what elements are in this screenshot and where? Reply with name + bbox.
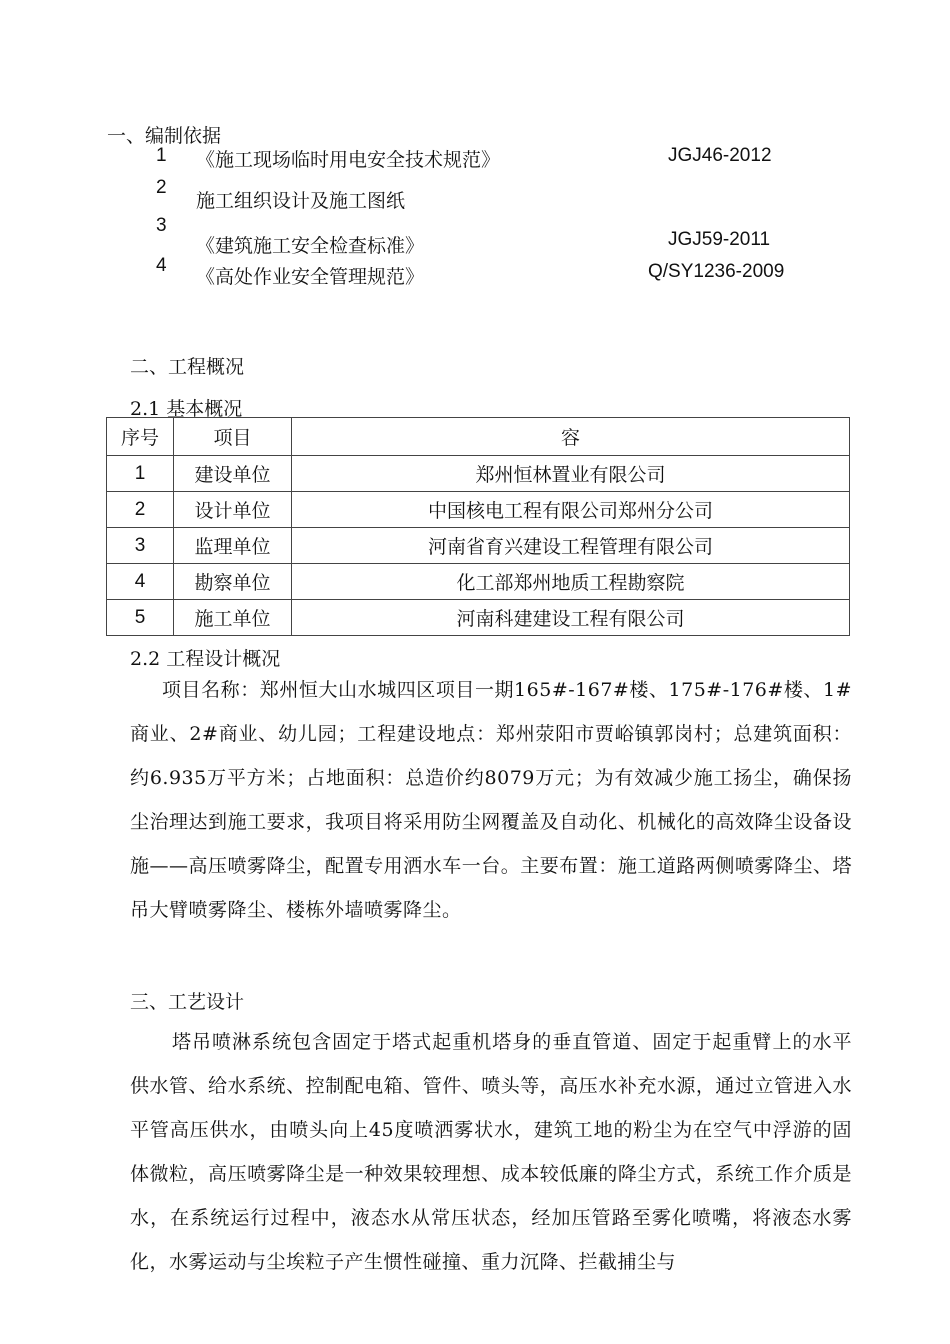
design-overview-text: 项目名称：郑州恒大山水城四区项目一期165#-167#楼、175#-176#楼、1#商业、2#商业、幼儿园；工程建设地点：郑州荥阳市贾峪镇郭岗村；总建筑面积：约6.935万平方米；占地面积：总造价约8079万元；为有效减少施工扬尘，确保扬尘治理达到施工要求，我项目将采用防尘网覆盖及自动化、机械化的高效降尘设备设施——高压喷雾降尘，配置专用洒水车一台。主要布置：施工道路两侧喷雾降尘、塔吊大臂喷雾降尘、楼栋外墙喷雾降尘。 (130, 679, 852, 921)
row-item: 建设单位 (174, 456, 292, 492)
header-item: 项目 (174, 418, 292, 456)
row-item: 勘察单位 (174, 564, 292, 600)
basis-item-1-number: 1 (156, 145, 167, 166)
basic-overview-table (106, 417, 850, 636)
row-content: 郑州恒林置业有限公司 (292, 456, 850, 492)
basis-item-3-title: 《建筑施工安全检查标准》 (196, 235, 425, 257)
basis-item-2-number: 2 (156, 177, 167, 198)
subsection-2-1-heading: 2.1 基本概况 (130, 398, 243, 420)
process-design-text: 塔吊喷淋系统包含固定于塔式起重机塔身的垂直管道、固定于起重臂上的水平供水管、给水系统、控制配电箱、管件、喷头等，高压水补充水源，通过立管进入水平管高压供水，由喷头向上45度喷洒雾状水，建筑工地的粉尘为在空气中浮游的固体微粒，高压喷雾降尘是一种效果较理想、成本较低廉的降尘方式，系统工作介质是水，在系统运行过程中，液态水从常压状态，经加压管路至雾化喷嘴，将液态水雾化，水雾运动与尘埃粒子产生惯性碰撞、重力沉降、拦截捕尘与 (130, 1031, 852, 1273)
row-index: 2 (107, 492, 174, 528)
row-index: 3 (107, 528, 174, 564)
row-content: 化工部郑州地质工程勘察院 (292, 564, 850, 600)
basis-item-4-title: 《高处作业安全管理规范》 (196, 266, 425, 288)
row-index: 5 (107, 600, 174, 636)
section3-heading: 三、工艺设计 (130, 991, 245, 1013)
row-item: 设计单位 (174, 492, 292, 528)
table-header-row (107, 418, 850, 456)
section1-heading: 一、编制依据 (107, 125, 222, 147)
table-row (107, 456, 850, 492)
design-overview-paragraph (130, 668, 852, 932)
row-item: 施工单位 (174, 600, 292, 636)
row-content: 河南科建建设工程有限公司 (292, 600, 850, 636)
table-row (107, 528, 850, 564)
row-content: 河南省育兴建设工程管理有限公司 (292, 528, 850, 564)
table-row (107, 600, 850, 636)
header-content: 容 (292, 418, 850, 456)
basis-item-4-code: Q/SY1236-2009 (648, 261, 785, 282)
row-index: 1 (107, 456, 174, 492)
basis-item-3-number: 3 (156, 215, 167, 236)
basis-item-4-number: 4 (156, 255, 167, 276)
basis-item-1-code: JGJ46-2012 (668, 145, 772, 166)
section2-heading: 二、工程概况 (130, 356, 245, 378)
subsection-2-2-heading: 2.2 工程设计概况 (130, 648, 281, 670)
basis-item-3-code: JGJ59-2011 (668, 229, 771, 250)
basis-item-1-title: 《施工现场临时用电安全技术规范》 (196, 149, 501, 171)
table-row (107, 564, 850, 600)
table-row (107, 492, 850, 528)
row-content: 中国核电工程有限公司郑州分公司 (292, 492, 850, 528)
header-index: 序号 (107, 418, 174, 456)
basis-item-2-title: 施工组织设计及施工图纸 (196, 190, 406, 212)
row-item: 监理单位 (174, 528, 292, 564)
process-design-paragraph (130, 1020, 852, 1284)
row-index: 4 (107, 564, 174, 600)
